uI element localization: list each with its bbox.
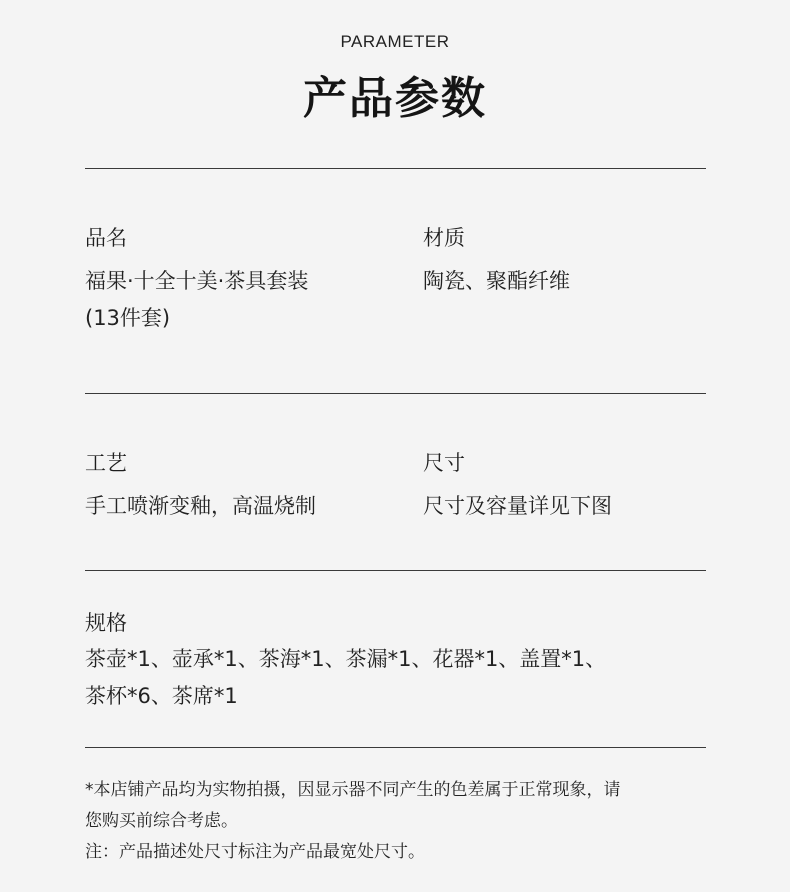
spec-line-1: 茶壶*1、壶承*1、茶海*1、茶漏*1、花器*1、盖置*1、	[85, 647, 607, 671]
divider-row-1	[85, 393, 706, 394]
field-size	[423, 449, 723, 525]
notes	[85, 775, 715, 868]
note-line-2: 您购买前综合考虑。	[85, 811, 238, 831]
note-line-1: *本店铺产品均为实物拍摄，因显示器不同产生的色差属于正常现象，请	[85, 780, 621, 800]
spec-line-2: 茶杯*6、茶席*1	[85, 684, 238, 708]
divider-row-2	[85, 570, 706, 571]
field-value-material: 陶瓷、聚酯纤维	[423, 269, 570, 293]
field-value-size: 尺寸及容量详见下图	[423, 494, 612, 518]
field-label-craft: 工艺	[85, 451, 127, 475]
field-craft	[85, 449, 385, 525]
header-subtitle: PARAMETER	[340, 32, 450, 51]
field-spec	[85, 609, 706, 715]
field-label-size: 尺寸	[423, 451, 465, 475]
field-value-product-name	[85, 263, 385, 337]
divider-top	[85, 168, 706, 169]
page-title: 产品参数	[303, 73, 487, 124]
product-name-line-2: (13件套)	[85, 306, 171, 330]
note-line-3: 注：产品描述处尺寸标注为产品最宽处尺寸。	[85, 842, 425, 862]
field-label-material: 材质	[423, 226, 465, 250]
field-label-product-name: 品名	[85, 226, 127, 250]
product-name-line-1: 福果·十全十美·茶具套装	[85, 269, 309, 293]
field-value-craft: 手工喷渐变釉，高温烧制	[85, 494, 316, 518]
field-material	[423, 224, 723, 300]
field-label-spec: 规格	[85, 611, 127, 635]
divider-bottom	[85, 747, 706, 748]
field-value-spec	[85, 641, 706, 715]
field-product-name	[85, 224, 385, 337]
